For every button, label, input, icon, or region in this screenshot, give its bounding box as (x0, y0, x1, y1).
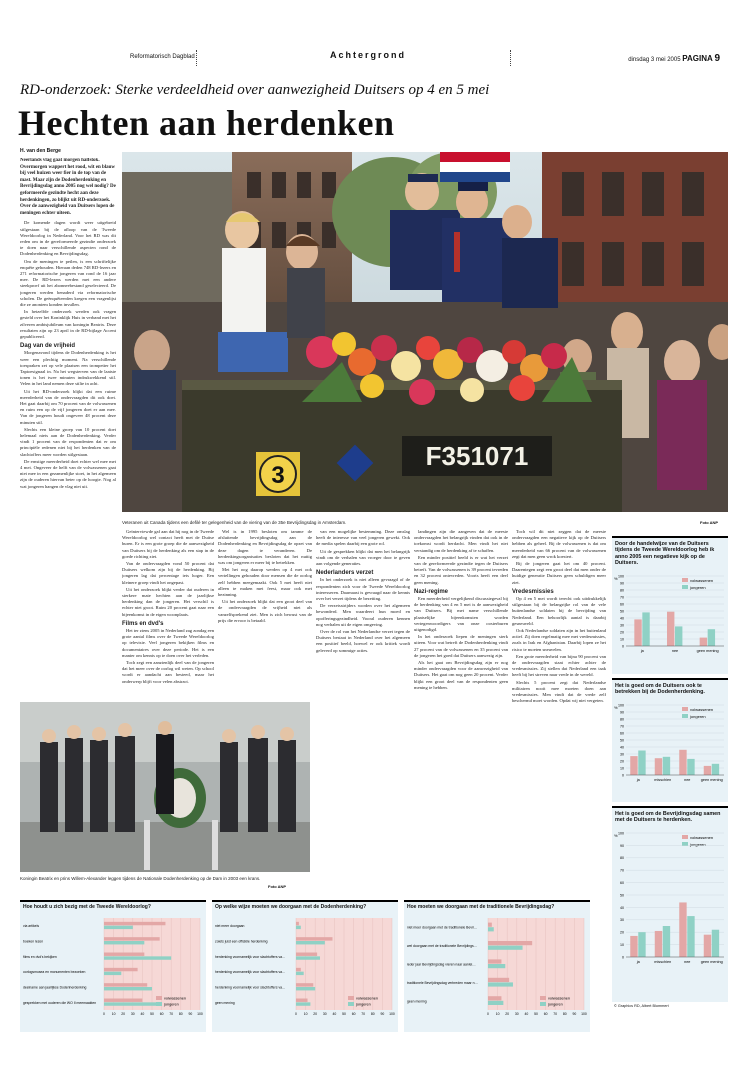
category-label: traditionele Bevrijdingsdag verbreden maar n… (407, 980, 478, 985)
y-tick-label: 60 (620, 880, 624, 885)
x-tick-label: 90 (188, 1012, 193, 1016)
bar-jongeren (296, 926, 301, 929)
bar-volwassenen (296, 983, 313, 986)
y-tick-label: 0 (622, 644, 624, 649)
bar-jongeren (104, 956, 171, 959)
parade-photo-illustration (122, 152, 728, 512)
bar-volwassenen (679, 750, 686, 775)
y-tick-label: 70 (620, 724, 624, 729)
x-tick-label: 70 (361, 1012, 366, 1016)
y-tick-label: 10 (620, 942, 624, 947)
chart-liberation-method (404, 912, 590, 1030)
subheading: Films en dvd's (122, 620, 164, 627)
ceremony-photo-illustration (20, 702, 310, 872)
x-tick-label: 100 (581, 1012, 587, 1016)
chart-panel-remembrance-method (212, 900, 398, 1032)
vehicle-number: 3 (271, 462, 285, 489)
x-tick-label: 80 (562, 1012, 567, 1016)
paper-name: Reformatorisch Dagblad (130, 54, 195, 60)
chart-legend (682, 578, 713, 590)
second-photo (20, 702, 310, 872)
paragraph: Uit het onderzoek blijkt verder dat ouderen in sterkere mate hechten aan de jaarlijkse herdenking dan de jongeren. Het verschil is echter niet groot. Ruim 20 procent gaat naar een bijeenkomst in de eigen woonplaats. (122, 586, 214, 617)
chart-panel-negative-view (612, 536, 728, 674)
bar-jongeren (488, 982, 513, 986)
category-label: herdenking voornamelijk voor slachtoffers va… (215, 954, 286, 959)
main-photo-credit: Foto ANP (700, 520, 719, 525)
chart-panel-liberation (612, 806, 728, 1002)
chart-panel-engagement (20, 900, 206, 1032)
category-label: herdenking voornamelijk voor slachtoffers va… (215, 985, 286, 990)
paragraph: Met het oog daarop werden op 4 mei ook vertellingen gehouden door mensen die de oorlog zelf hebben meegemaakt. Ook 5 mei heeft niet alleen te maken met feest, maar ook met bezinning. (218, 567, 312, 598)
chart-title: Hoe houdt u zich bezig met de Tweede Wereldoorlog? (23, 904, 151, 910)
paragraph: landingen zijn die aangeven dat de meeste ondervraagden het belangrijk vinden dat ook in de toekomst wordt herdacht. Men vindt het niet verstandig om de herdenking af te schaffen. (414, 529, 508, 553)
paragraph: Een meerderheid vergelijkend discussiegeval bij de herdenking van 4 en 5 mei is de aanwezigheid van Duitsers. Bij met name verschillende plaatselijke bijeenkomsten worden vertegenwoordigers van onze oosterburen uitgenodigd. (414, 596, 508, 633)
divider (196, 50, 197, 66)
bar-volwassenen (704, 934, 711, 956)
category-label: wel doorgaan met de traditionele Bevrijdings… (407, 944, 478, 949)
paragraph: De komende dagen wordt weer uitgebreid stilgestaan bij de afloop van de Tweede Wereldoorlog in Nederland. Voor het RD was dit reden om in de gereformeerde gezindte onderzoek te doen naar verschillende aspecten rond de Dodenherdenking en Bevrijdingsdag. (20, 220, 116, 257)
bar-volwassenen (104, 999, 142, 1002)
bar-volwassenen (700, 637, 707, 645)
paragraph: Uit het RD-onderzoek blijkt dat een ruime meerderheid van de ondervraagden dit ook doet. Het gaat daarbij om 70 procent van de volwassenen en ruim een op de vijf jongeren doet er aan mee. Van de jongeren houdt ongeveer 48 procent deze minuten stil. (20, 388, 116, 425)
legend-label: jongeren (548, 1002, 563, 1007)
x-tick-label: 20 (121, 1012, 126, 1016)
category-label: geen mening (407, 999, 427, 1004)
legend-swatch (348, 1002, 354, 1006)
paragraph: De verzetsstrijders worden over het algemeen bewonderd. Men waardeert hun moed en opofferingsgezindheid. Vooral ouderen kennen nog verhalen uit de eigen omgeving. (316, 603, 410, 627)
y-tick-label: 70 (620, 595, 624, 600)
legend-label: volwassenen (690, 706, 714, 712)
category-label: deelname aan jaarlijkse Dodenherdenking (23, 985, 87, 990)
page-date (628, 53, 720, 64)
y-tick-label: 70 (620, 868, 624, 873)
y-tick-label: 100 (618, 574, 624, 579)
x-tick-label: 0 (487, 1012, 489, 1016)
chart-title: Door de handelwijze van de Duitsers tijdens de Tweede Wereldoorlog heb ik anno 2005 een negatieve kijk op de Duitsers. (615, 541, 715, 567)
paragraph: Bij de jongeren gaat het om 40 procent. Daarentegen zegt een groot deel dat men onder de huidige generatie Duitsers geen schuldigen meer ziet. (512, 561, 606, 585)
bar-jongeren (687, 916, 694, 957)
category-label: films en dvd's bekijken (23, 954, 57, 959)
bar-jongeren (488, 927, 494, 931)
y-tick-label: 90 (620, 843, 624, 848)
bar-volwassenen (655, 758, 662, 775)
chart-remembrance (612, 699, 728, 785)
subheading: Dag van de vrijheid (20, 343, 76, 350)
legend-label: jongeren (164, 1002, 179, 1007)
paragraph: Morgenavond tijdens de Dodenherdenking is het weer een plechtig moment. Na verschillende toespraken zet op vele plaatsen een trompetter het Taptoesignaal in. Na het wegsterven van de laatste tonen is het twee minuten indrukwekkend stil. Velen in het land nemen deze stilte in acht. (20, 350, 116, 387)
bar-volwassenen (104, 983, 147, 986)
bar-jongeren (712, 764, 719, 775)
x-tick-label: geen mening (700, 777, 723, 782)
bar-jongeren (488, 964, 505, 968)
x-tick-label: nee (684, 777, 691, 782)
x-tick-label: 100 (197, 1012, 203, 1016)
chart-remembrance-method (212, 912, 398, 1030)
y-tick-label: 30 (620, 752, 624, 757)
bar-jongeren (296, 956, 320, 959)
bar-volwassenen (104, 968, 138, 971)
legend-swatch (348, 996, 354, 1000)
bar-jongeren (663, 926, 670, 957)
chart-negative-view (612, 570, 728, 656)
legend-label: volwassenen (690, 834, 714, 840)
legend-swatch (682, 578, 688, 582)
category-label: gesprekken met ouderen die WO II meemaakten (23, 1000, 97, 1005)
y-axis-label: % (614, 832, 618, 838)
paragraph: Slechts een kleine groep van 10 procent doet helemaal niets aan de Dodenherdenking. Verder vindt 1 procent van de respondenten dat er om principiële redenen niet bij het herdenken van de slachtoffers meer worden stilgestaan. (20, 426, 116, 457)
category-label: boeken lezen (23, 939, 44, 944)
section-name: Achtergrond (330, 50, 406, 60)
paragraph: Slechts 5 procent zegt dat Nederlandse militairen nooit mee moeten doen aan vredesmissies. Men vindt dat de vrede zelf beschermd moet worden. Opdat wij niet vergeten. (512, 679, 606, 704)
y-tick-label: 60 (620, 731, 624, 736)
main-photo-caption: Veteranen uit Canada tijdens een defilé ter gelegenheid van de viering van de 35e Bevrijdingsdag in Amsterdam. (122, 520, 347, 525)
x-tick-label: 90 (572, 1012, 577, 1016)
subheading: Nederlanders verzet (316, 570, 374, 577)
y-tick-label: 50 (620, 738, 624, 743)
bar-volwassenen (488, 941, 532, 945)
category-label: geen mening (215, 1000, 235, 1005)
page-label: PAGINA (682, 54, 713, 63)
x-tick-label: 0 (295, 1012, 297, 1016)
category-label: niet meer doorgaan met de traditionele Bevri… (407, 925, 478, 930)
y-tick-label: 40 (620, 745, 624, 750)
chart-title: Op welke wijze moeten we doorgaan met de Dodenherdenking? (215, 904, 367, 910)
page-number: 9 (714, 53, 720, 64)
category-label: oorlogsmusea en monumenten bezoeken (23, 970, 86, 975)
article-column-3 (218, 529, 312, 699)
y-tick-label: 0 (622, 773, 624, 778)
y-tick-label: 90 (620, 710, 624, 715)
bar-volwassenen (488, 923, 492, 927)
bar-jongeren (638, 932, 645, 957)
second-photo-caption: Koningin Beatrix en prins Willem-Alexander leggen tijdens de Nationale Dodenherdenking op de Dam in 2003 een krans. (20, 876, 261, 881)
x-tick-label: 30 (514, 1012, 519, 1016)
article-column-4 (316, 529, 410, 889)
x-tick-label: 10 (303, 1012, 308, 1016)
article-column-2 (122, 529, 214, 699)
article-column-6 (512, 529, 606, 889)
legend-swatch (682, 835, 688, 839)
second-photo-credit: Foto ANP (268, 884, 287, 889)
x-tick-label: 90 (380, 1012, 385, 1016)
bar-volwassenen (296, 937, 332, 940)
graphics-credit: © Graphics RD, Albert Blommert (614, 1004, 669, 1008)
vehicle-plate: F351071 (425, 441, 529, 471)
x-tick-label: misschien (654, 959, 672, 964)
bar-volwassenen (667, 611, 674, 645)
y-tick-label: 30 (620, 623, 624, 628)
chart-title: Het is goed om de Duitsers ook te betrekken bij de Dodenherdenking. (615, 683, 705, 696)
y-tick-label: 10 (620, 637, 624, 642)
bar-volwassenen (104, 922, 165, 925)
bar-jongeren (104, 941, 144, 944)
x-tick-label: 40 (332, 1012, 337, 1016)
intro: Neerlands vlag gaat morgen halfstok. Overmorgen wappert het rood, wit en blauw bij veel huizen weer fier in de top van de mast. Maar zijn de Dodenherdenking en Bevrijdingsdag anno 2005 nog wel nodig? De geformeerde gezindte hecht aan deze herdenkingen, zo blijkt uit RD-onderzoek. Over de aanwezigheid van Duitsers lopen de meningen echter uiteen. (20, 158, 116, 216)
y-tick-label: 100 (618, 703, 624, 708)
bar-jongeren (104, 1002, 157, 1005)
y-axis-label: % (614, 704, 618, 710)
bar-jongeren (712, 930, 719, 957)
article-column-5 (414, 529, 508, 889)
category-label: herdenking voornamelijk voor slachtoffers va… (215, 970, 286, 975)
x-tick-label: 10 (495, 1012, 500, 1016)
paragraph: van een mogelijke bestemming. Deze omslag heeft de interesse van veel jongeren gewekt. Ook de media spelen daarbij een grote rol. (316, 529, 410, 547)
x-tick-label: 40 (140, 1012, 145, 1016)
legend-label: jongeren (690, 713, 706, 719)
article-column-1 (20, 158, 116, 690)
bar-jongeren (296, 972, 304, 975)
x-tick-label: 50 (534, 1012, 538, 1016)
x-tick-label: misschien (654, 777, 672, 782)
bar-volwassenen (296, 922, 299, 925)
legend-label: jongeren (690, 584, 706, 590)
paragraph: Toch wil dit niet zeggen dat de meeste ondervraagden een negatieve kijk op de Duitsers hebben als geheel. Bij de volwassenen is dat om meerderheid van 66 procent van de volwassenen zegt dat men geen wrok koestert. (512, 529, 606, 559)
x-tick-label: nee (684, 959, 691, 964)
paragraph: Ook Nederlandse soldaten zijn in het buitenland actief. Zij doen regelmatig mee met vredesmissies, zoals in Irak en Afghanistan. Daarbij lopen ze het risico te moeten sneuvelen. (512, 628, 606, 652)
paragraph: In hetzelfde onderzoek werden ook vragen gesteld over het Koninklijk Huis in verband met het zilveren ambtsjubileum van koningin Beatrix. Deze resultaten zijn op 23 april in de RD-bijlage Accent gepubliceerd. (20, 309, 116, 339)
x-tick-label: 100 (389, 1012, 395, 1016)
x-tick-label: 50 (342, 1012, 346, 1016)
x-tick-label: 80 (178, 1012, 183, 1016)
bar-volwassenen (296, 953, 317, 956)
x-tick-label: 20 (313, 1012, 318, 1016)
category-label: zoiets juist een officiële herdenking (215, 939, 268, 944)
x-tick-label: 30 (130, 1012, 135, 1016)
paragraph: Van de ondervraagden vond 50 procent dat Duitsers welkom zijn bij de herdenking. Bij jongeren lag dat percentage iets hoger. Een kleinere groep vindt het ongepast. (122, 561, 214, 585)
x-tick-label: geen mening (696, 648, 719, 653)
bar-volwassenen (296, 968, 301, 971)
bar-jongeren (675, 626, 682, 646)
y-tick-label: 80 (620, 856, 624, 861)
category-label: via artikels (23, 924, 40, 929)
paragraph: Uit de gesprekken blijkt dat men het belangrijk vindt om de verhalen van vroeger door te geven aan volgende generaties. (316, 548, 410, 567)
x-tick-label: geen mening (700, 959, 723, 964)
bar-volwassenen (488, 996, 501, 1000)
paragraph: Een minder positief beeld is er wat het verzet van de gereformeerde gezindte tegen de Duitsers betreft. Van de volwassenen is 39 procent tevreden en 32 procent ontevreden. Voorts heeft een deel geen mening. (414, 554, 508, 585)
x-tick-label: 30 (322, 1012, 327, 1016)
kicker: RD-onderzoek: Sterke verdeeldheid over aanwezigheid Duitsers op 4 en 5 mei (20, 82, 490, 98)
chart-title: Hoe moeten we doorgaan met de traditionele Bevrijdingsdag? (407, 904, 555, 910)
x-tick-label: 0 (103, 1012, 105, 1016)
bar-volwassenen (488, 978, 509, 982)
y-axis-label: % (614, 575, 618, 581)
bar-jongeren (687, 759, 694, 775)
bar-volwassenen (634, 619, 641, 646)
bar-volwassenen (630, 936, 637, 957)
legend-swatch (682, 707, 688, 711)
chart-title: Het is goed om de Bevrijdingsdag samen met de Duitsers te herdenken. (615, 811, 721, 824)
bar-jongeren (638, 750, 645, 775)
y-tick-label: 50 (620, 893, 624, 898)
bar-jongeren (296, 987, 315, 990)
x-tick-label: 70 (553, 1012, 558, 1016)
y-tick-label: 40 (620, 616, 624, 621)
chart-engagement (20, 912, 206, 1030)
x-tick-label: 10 (111, 1012, 116, 1016)
bar-jongeren (708, 629, 715, 646)
chart-liberation (612, 827, 728, 967)
y-tick-label: 0 (622, 955, 624, 960)
bar-volwassenen (655, 931, 662, 957)
paragraph: Wel is in 1995 besloten om tamme de afsluitende bevrijdingsdag aan de Dodenherdenking en Bevrijdingsdag de opzet van deze dagen te veranderen. De herdenkingsorganisaties besloten dat het nuttig was om jongeren er meer bij te betrekken. (218, 529, 312, 566)
x-tick-label: 50 (150, 1012, 154, 1016)
main-photo (122, 152, 728, 512)
paragraph: Een grote meerderheid van bijna 90 procent van de ondervraagden staat echter achter de vredesmissies. Zij stellen dat Nederland een taak heeft bij het streven naar vrede in de wereld. (512, 653, 606, 678)
y-tick-label: 30 (620, 918, 624, 923)
x-tick-label: 70 (169, 1012, 174, 1016)
paragraph: Om de meningen te peilen, is een schriftelijke enquête gehouden. Hieraan deden 748 RD-lezers en 271 reformatorische jongeren van rond de 16 jaar mee. De RD-lezers werden met een andere steekproef uit het abonneebestand geselecteerd. De jongeren werden benaderd via reformatorische scholen. De geënquêteerden kregen een vragenlijst die ze anoniem konden invullen. (20, 258, 116, 307)
bar-jongeren (104, 987, 152, 990)
y-tick-label: 80 (620, 588, 624, 593)
paragraph: Als het gaat om Bevrijdingsdag zijn er nog minder ondervraagden voor de aanwezigheid van Duitsers. Het gaat om nog geen 20 procent. Verder blijkt een groot deel van de respondenten geen mening te hebben. (414, 660, 508, 690)
y-tick-label: 50 (620, 609, 624, 614)
bar-volwassenen (679, 902, 686, 957)
chart-panel-remembrance (612, 678, 728, 802)
headline: Hechten aan herdenken (18, 103, 395, 143)
y-tick-label: 10 (620, 766, 624, 771)
date-text: dinsdag 3 mei 2005 (628, 57, 681, 63)
x-tick-label: 40 (524, 1012, 529, 1016)
paragraph: Uit het onderzoek blijkt dat een groot deel van de ondervraagden de vrijheid niet als vanzelfsprekend ziet. Men is zich bewust van de prijs die ervoor is betaald. (218, 599, 312, 623)
legend-swatch (156, 1002, 162, 1006)
paragraph: Toch zegt een aanzienlijk deel van de jongeren dat het meer over de oorlog wil weten. Op school wordt er aandacht aan besteed, maar het onderwerp blijft voor velen abstract. (122, 660, 214, 684)
chart-legend (682, 707, 713, 719)
x-tick-label: 20 (505, 1012, 510, 1016)
paragraph: Over de rol van het Nederlandse verzet tegen de Duitsers bestaat in Nederland over het algemeen een positief beeld, hoewel er ook kritiek wordt geleverd op sommige acties. (316, 629, 410, 653)
legend-label: jongeren (356, 1002, 371, 1007)
x-tick-label: 80 (370, 1012, 375, 1016)
y-tick-label: 90 (620, 581, 624, 586)
x-tick-label: 60 (159, 1012, 164, 1016)
x-tick-label: 60 (351, 1012, 356, 1016)
legend-label: volwassenen (690, 577, 714, 583)
x-tick-label: 60 (543, 1012, 548, 1016)
subheading: Vredesmissies (512, 588, 554, 595)
y-tick-label: 20 (620, 630, 624, 635)
paragraph: Geïnterviewde gaf aan dat hij nog in de Tweede Wereldoorlog wel contact heeft met de Duitse buren. Er is een grote groep die de aanwezigheid van Duitsers bij de herdenking als een stap in de goede richting ziet. (122, 529, 214, 559)
legend-label: volwassenen (164, 996, 186, 1001)
legend-swatch (682, 585, 688, 589)
bar-jongeren (296, 1002, 310, 1005)
bar-volwassenen (704, 766, 711, 775)
paragraph: In het onderzoek is niet alleen gevraagd of de respondenten zich voor de Tweede Wereldoorlog interesseren. Daarnaast is gevraagd naar de kennis over het verzet tijdens de bezetting. (316, 577, 410, 602)
legend-swatch (540, 1002, 546, 1006)
divider (510, 50, 511, 66)
bar-jongeren (104, 926, 133, 929)
legend-label: jongeren (690, 841, 706, 847)
y-tick-label: 20 (620, 759, 624, 764)
bar-volwassenen (488, 959, 501, 963)
legend-label: volwassenen (548, 996, 570, 1001)
chart-panel-liberation-method (404, 900, 590, 1032)
x-tick-label: nee (671, 648, 679, 653)
bar-jongeren (642, 612, 649, 646)
paragraph: De ernstige meerderheid doet echter wel mee met 4 mei. Ongeveer de helft van de volwassenen gaat niet mee in een gezamenlijke stoet, in het algemeen zijn de ouderen hiervan beter op de hoogte. Nog al wat jongeren hangen de vlag niet uit. (20, 458, 116, 489)
bar-jongeren (663, 757, 670, 775)
legend-swatch (156, 996, 162, 1000)
bar-volwassenen (104, 953, 144, 956)
legend-swatch (540, 996, 546, 1000)
x-tick-label: ja (636, 959, 640, 964)
bar-jongeren (488, 1001, 503, 1005)
y-tick-label: 80 (620, 717, 624, 722)
category-label: ieder jaar Bevrijdingsdag vieren naar aanlei… (407, 962, 476, 967)
paragraph: Het ter ziens 2005 in Nederland zag zondag een grote aantal films over de Tweede Wereldoorlog op televisie. Veel jongeren bekijken films en documentaires over deze periode. Het is een manier om kennis op te doen over het verleden. (122, 628, 214, 658)
subheading: Nazi-regime (414, 588, 449, 595)
legend-swatch (682, 714, 688, 718)
y-tick-label: 100 (618, 831, 624, 836)
x-tick-label: ja (636, 777, 640, 782)
bar-volwassenen (104, 937, 160, 940)
paragraph: In het onderzoek liepen de meningen sterk uiteen. Voor wat betreft de Dodenherdenking vindt 27 procent van de volwassenen en 35 procent van de jongeren het goed dat Duitsers aanwezig zijn. (414, 634, 508, 658)
y-tick-label: 20 (620, 930, 624, 935)
legend-label: volwassenen (356, 996, 378, 1001)
x-tick-label: ja (640, 648, 644, 653)
paragraph: Op 4 en 5 mei wordt terecht ook uitdrukkelijk stilgestaan bij de belangrijke rol van de vele buitenlandse soldaten bij de bevrijding van Nederland. Een behoorlijk aantal is daarbij gesneuveld. (512, 596, 606, 626)
y-tick-label: 40 (620, 905, 624, 910)
bar-volwassenen (630, 756, 637, 775)
bar-jongeren (296, 941, 325, 944)
masthead (130, 50, 720, 66)
category-label: niet meer doorgaan (215, 924, 245, 929)
bar-jongeren (488, 946, 523, 950)
bar-jongeren (104, 972, 121, 975)
byline: H. van den Berge (20, 148, 61, 154)
bar-volwassenen (296, 999, 308, 1002)
y-tick-label: 60 (620, 602, 624, 607)
